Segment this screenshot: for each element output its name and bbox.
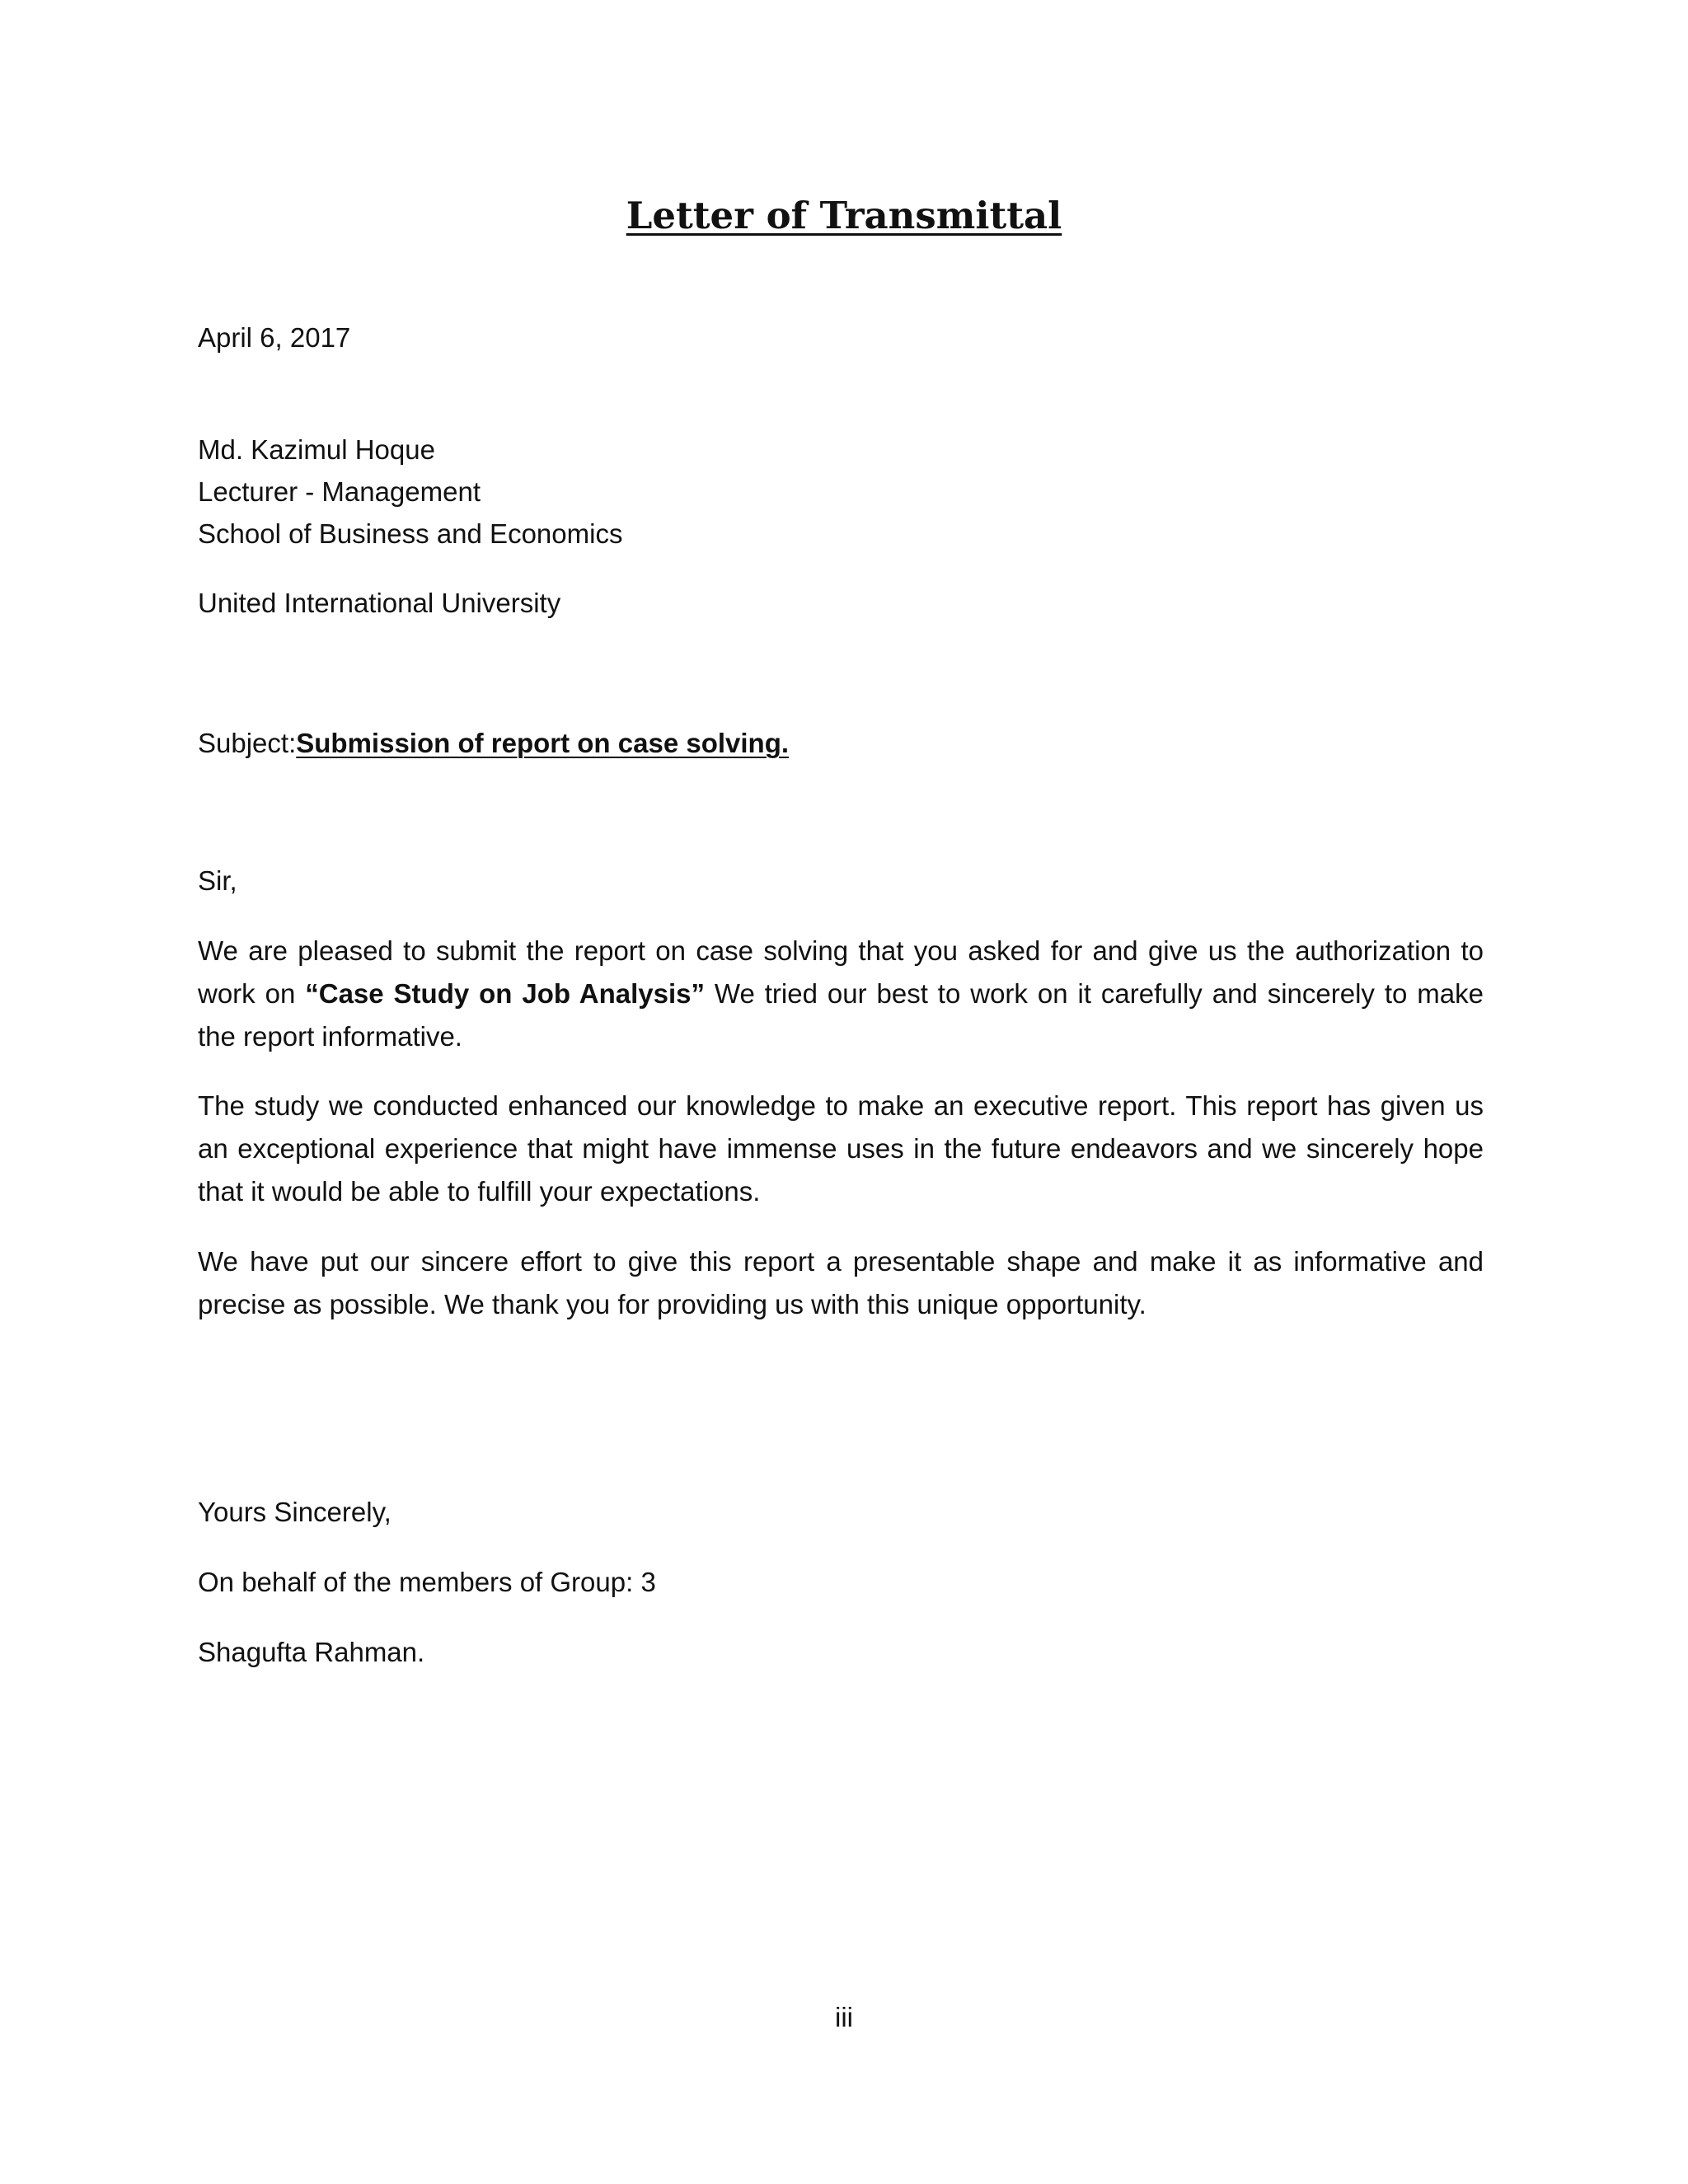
- recipient-university: United International University: [198, 588, 561, 618]
- subject-line: [198, 722, 789, 765]
- paragraph-2: [198, 1085, 1484, 1213]
- paragraph-1-line-1: We are pleased to submit the report on case solving that you asked for and give us the authorization to: [198, 935, 1484, 966]
- paragraph-1: [198, 930, 1484, 1058]
- recipient-name: Md. Kazimul Hoque: [198, 434, 435, 465]
- page-title-text: Letter of Transmittal: [626, 194, 1062, 237]
- valediction: Yours Sincerely,: [198, 1497, 392, 1527]
- page-title: [0, 191, 1688, 241]
- paragraph-3-line-2: precise as possible. We thank you for providing us with this unique opportunity.: [198, 1289, 1146, 1319]
- recipient-school: School of Business and Economics: [198, 518, 623, 549]
- recipient-position: Lecturer - Management: [198, 476, 481, 507]
- paragraph-1-line-2: [198, 972, 1484, 1015]
- signatory-name: Shagufta Rahman.: [198, 1637, 425, 1667]
- paragraph-1-line-2-suffix: We tried our best to work on it carefully and sincerely to make: [705, 978, 1484, 1009]
- paragraph-2-line-3: that it would be able to fulfill your expectations.: [198, 1176, 761, 1207]
- paragraph-3: [198, 1240, 1484, 1326]
- subject-label: Subject:: [198, 728, 297, 758]
- paragraph-3-line-1: We have put our sincere effort to give this report a presentable shape and make it as informative and: [198, 1246, 1484, 1277]
- case-study-title: “Case Study on Job Analysis”: [305, 978, 705, 1009]
- page-number: iii: [835, 2002, 853, 2032]
- paragraph-2-line-2: an exceptional experience that might have immense uses in the future endeavors and we sincerely hope: [198, 1133, 1484, 1164]
- paragraph-1-line-2-prefix: work on: [198, 978, 306, 1009]
- group-behalf: On behalf of the members of Group: 3: [198, 1567, 656, 1597]
- subject-value: Submission of report on case solving.: [296, 728, 790, 758]
- salutation: Sir,: [198, 865, 237, 896]
- paragraph-2-line-1: The study we conducted enhanced our knowledge to make an executive report. This report has given us: [198, 1090, 1484, 1121]
- letter-date: April 6, 2017: [198, 322, 351, 353]
- paragraph-1-line-3: the report informative.: [198, 1021, 462, 1052]
